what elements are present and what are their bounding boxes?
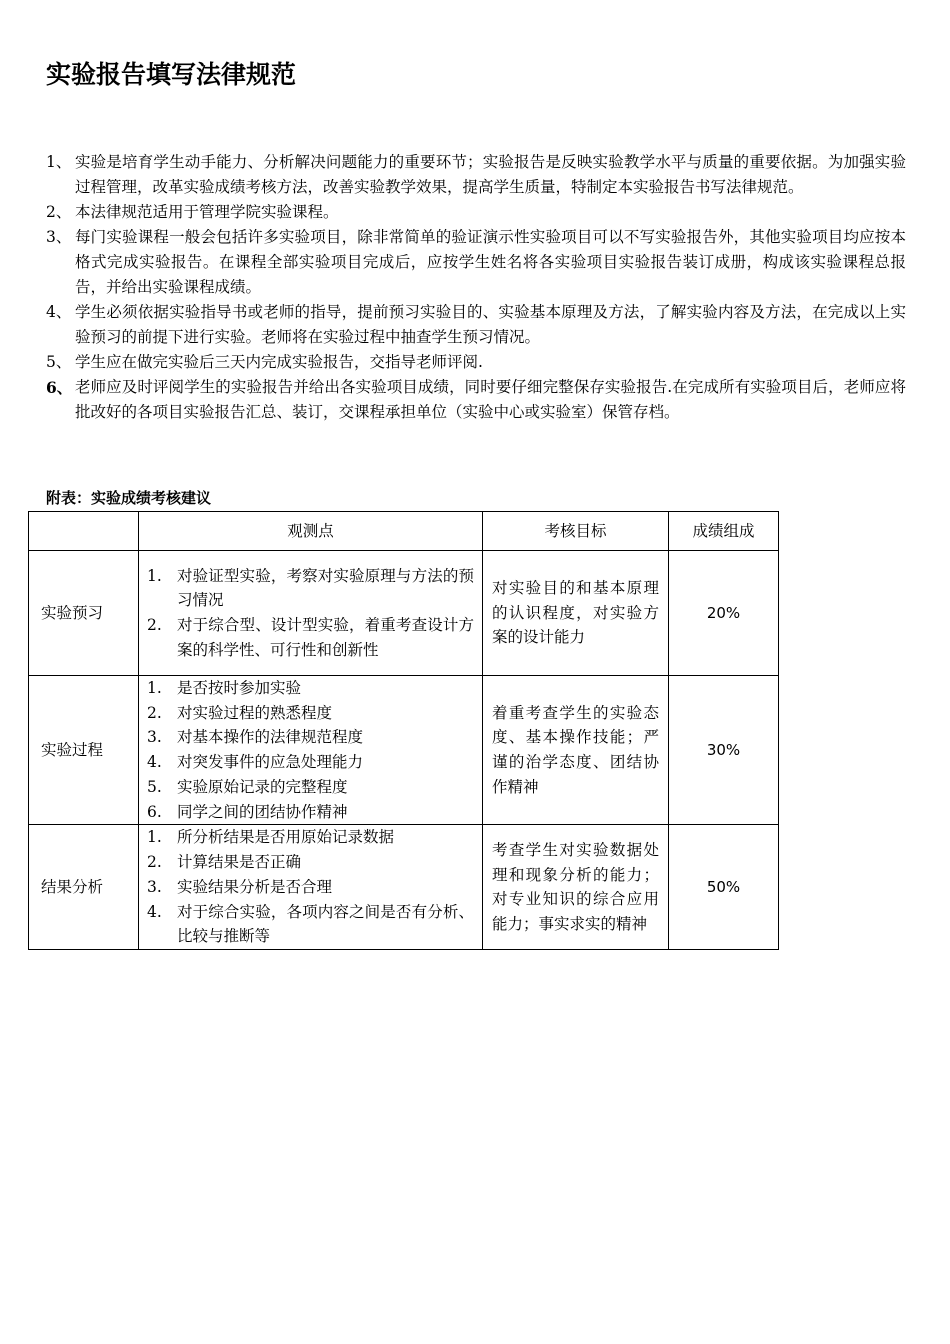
list-item [147, 613, 474, 662]
point-number: 1. [147, 679, 162, 697]
point-number: 6. [147, 802, 162, 821]
point-number: 4. [147, 753, 162, 772]
rule-text: 学生必须依据实验指导书或老师的指导，提前预习实验目的、实验基本原理及方法，了解实验内容及方法，在完成以上实验预习的前提下进行实验。老师将在实验过程中抽查学生预习情况。 [75, 303, 906, 346]
observation-points-list [147, 564, 474, 663]
point-text: 是否按时参加实验 [177, 679, 302, 697]
rule-number: 6、 [46, 378, 73, 397]
point-number: 1. [147, 566, 162, 585]
table-row [29, 551, 779, 676]
rule-text: 学生应在做完实验后三天内完成实验报告，交指导老师评阅. [75, 353, 483, 371]
point-number: 4. [147, 902, 162, 921]
table-header-row [29, 512, 779, 551]
rule-text: 每门实验课程一般会包括许多实验项目，除非常简单的验证演示性实验项目可以不写实验报告外，其他实验项目均应按本格式完成实验报告。在课程全部实验项目完成后，应按学生姓名将各实验项目实验报告装订成册，构成该实验课程总报告，并给出实验课程成绩。 [75, 228, 906, 296]
table-row [29, 825, 779, 950]
assessment-table [28, 511, 779, 950]
point-text: 实验结果分析是否合理 [177, 877, 333, 896]
point-text: 对突发事件的应急处理能力 [177, 753, 364, 772]
stage-cell: 实验预习 [29, 551, 139, 676]
point-number: 3. [147, 728, 162, 747]
point-number: 2. [147, 703, 162, 722]
point-text: 计算结果是否正确 [177, 853, 302, 872]
point-number: 5. [147, 777, 162, 796]
point-text: 所分析结果是否用原始记录数据 [177, 828, 395, 847]
list-item [147, 725, 474, 750]
list-item [147, 775, 474, 800]
rule-text: 老师应及时评阅学生的实验报告并给出各实验项目成绩，同时要仔细完整保存实验报告.在完成所有实验项目后，老师应将批改好的各项目实验报告汇总、装订，交课程承担单位（实验中心或实验室）保管存档。 [75, 378, 906, 421]
observation-points-list [147, 825, 474, 949]
rule-number: 1、 [46, 153, 72, 171]
page-title: 实验报告填写法律规范 [46, 60, 297, 89]
stage-cell: 结果分析 [29, 825, 139, 950]
rule-number: 2、 [46, 203, 72, 221]
observation-points-cell [139, 825, 483, 950]
point-text: 对基本操作的法律规范程度 [177, 728, 364, 747]
point-text: 实验原始记录的完整程度 [177, 777, 348, 796]
list-item [147, 875, 474, 900]
list-item [147, 825, 474, 850]
point-text: 对验证型实验，考察对实验原理与方法的预习情况 [177, 566, 474, 610]
rule-number: 4、 [46, 303, 72, 321]
point-text: 同学之间的团结协作精神 [177, 802, 348, 821]
list-item [147, 900, 474, 949]
rule-item [46, 225, 906, 300]
assessment-goal-cell: 着重考查学生的实验态度、基本操作技能；严谨的治学态度、团结协作精神 [483, 676, 669, 825]
rule-number: 3、 [46, 228, 72, 246]
assessment-goal-cell: 对实验目的和基本原理的认识程度，对实验方案的设计能力 [483, 551, 669, 676]
observation-points-list [147, 676, 474, 824]
list-item [147, 750, 474, 775]
point-number: 2. [147, 853, 162, 872]
stage-cell: 实验过程 [29, 676, 139, 825]
list-item [147, 701, 474, 726]
grade-weight-cell: 20% [669, 551, 779, 676]
observation-points-cell [139, 551, 483, 676]
rule-item [46, 200, 906, 225]
point-number: 1. [147, 828, 162, 847]
point-number: 3. [147, 877, 162, 896]
rule-item [46, 300, 906, 350]
point-text: 对于综合型、设计型实验，着重考查设计方案的科学性、可行性和创新性 [177, 616, 474, 659]
table-row [29, 676, 779, 825]
list-item [147, 850, 474, 875]
list-item [147, 800, 474, 825]
header-assessment-goal: 考核目标 [483, 512, 669, 551]
assessment-goal-cell: 考查学生对实验数据处理和现象分析的能力；对专业知识的综合应用能力；事实求实的精神 [483, 825, 669, 950]
rule-text: 实验是培育学生动手能力、分析解决问题能力的重要环节；实验报告是反映实验教学水平与质量的重要依据。为加强实验过程管理，改革实验成绩考核方法，改善实验教学效果，提高学生质量，特制定本实验报告书写法律规范。 [75, 153, 906, 196]
rules-list [46, 150, 906, 425]
observation-points-cell [139, 676, 483, 825]
rule-text: 本法律规范适用于管理学院实验课程。 [75, 203, 339, 221]
rule-item [46, 375, 906, 425]
grade-weight-cell: 50% [669, 825, 779, 950]
header-stage [29, 512, 139, 551]
rule-item [46, 150, 906, 200]
point-text: 对于综合实验，各项内容之间是否有分析、比较与推断等 [177, 902, 474, 946]
grade-weight-cell: 30% [669, 676, 779, 825]
rule-item [46, 350, 906, 375]
point-number: 2. [147, 616, 162, 634]
header-grade-weight: 成绩组成 [669, 512, 779, 551]
appendix-title: 附表：实验成绩考核建议 [46, 489, 212, 507]
rule-number: 5、 [46, 353, 72, 371]
list-item [147, 676, 474, 701]
point-text: 对实验过程的熟悉程度 [177, 703, 333, 722]
header-observation-points: 观测点 [139, 512, 483, 551]
list-item [147, 564, 474, 613]
